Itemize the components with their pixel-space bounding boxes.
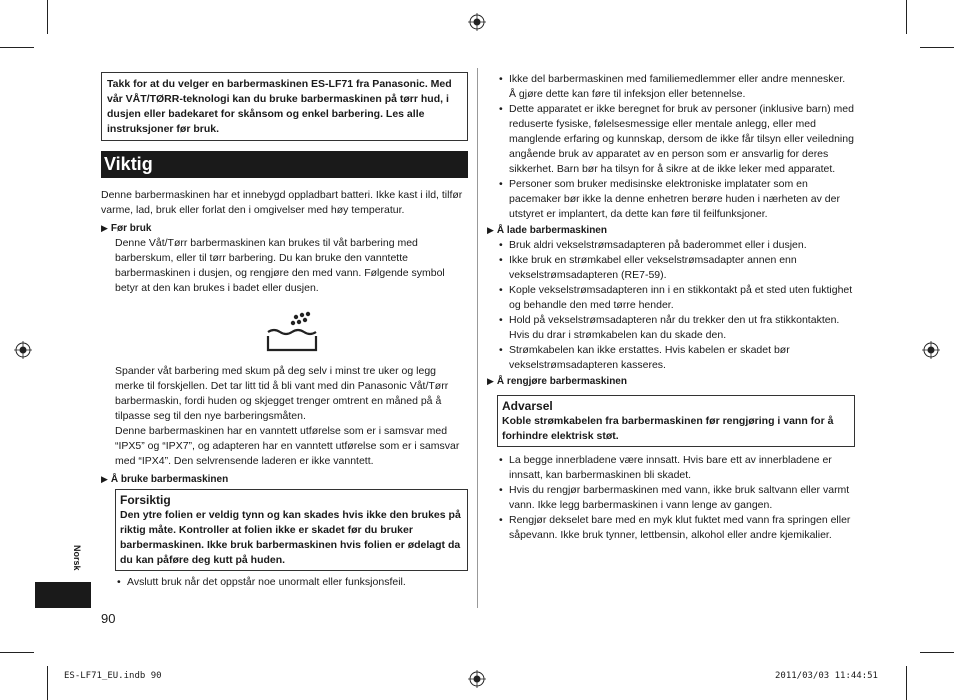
subheading-label: Å lade barbermaskinen: [496, 225, 607, 236]
list-item: • Ikke bruk en strømkabel eller vekselstrømsadapter annen enn vekselstrømsadapteren (RE7-59).: [497, 253, 855, 283]
crop-mark: [920, 652, 954, 653]
subheading-before-use: [101, 221, 468, 236]
list-item: • Hold på vekselstrømsadapteren når du trekker den ut fra stikkontakten. Hvis du drar i strømkabelen kan du skade den.: [497, 313, 855, 343]
crop-mark: [920, 47, 954, 48]
subheading-cleaning: [487, 374, 855, 389]
registration-mark-icon: [14, 341, 32, 359]
subheading-using: [101, 472, 468, 487]
list-item: • Rengjør dekselet bare med en myk klut fuktet med vann fra springen eller såpevann. Ikke bruk tynner, lettbensin, alkohol eller andre kjemikalier.: [497, 513, 855, 543]
crop-mark: [0, 47, 34, 48]
page-number: 90: [101, 611, 116, 626]
print-footer-file: ES-LF71_EU.indb 90: [64, 671, 162, 681]
registration-mark-icon: [468, 13, 486, 31]
crop-mark: [47, 666, 48, 700]
subheading-label: Å bruke barbermaskinen: [110, 474, 229, 485]
subheading-label: Å rengjøre barbermaskinen: [496, 376, 627, 387]
before-use-content: [101, 236, 468, 469]
caution-text: Den ytre folien er veldig tynn og kan skades hvis ikke den brukes på riktig måte. Kontroller at folien ikke er skadet før du bruker barbermaskinen. Ikke bruk barbermaskinen hvis folien er ødelagt da du kan påføre deg kutt på huden.: [120, 509, 461, 566]
language-tab: [35, 582, 91, 608]
crop-mark: [0, 652, 34, 653]
right-column: [487, 72, 855, 543]
warning-title: Advarsel: [502, 399, 553, 413]
using-list-left: [115, 575, 468, 590]
crop-mark: [906, 0, 907, 34]
arrow-right-icon: ▶: [487, 225, 494, 235]
list-item: • La begge innerbladene være innsatt. Hvis bare ett av innerbladene er innsatt, kan barbermaskinen bli skadet.: [497, 453, 855, 483]
warning-text: Koble strømkabelen fra barbermaskinen før rengjøring i vann for å forhindre elektrisk støt.: [502, 415, 834, 442]
cleaning-list: [497, 453, 855, 543]
caution-title: Forsiktig: [120, 493, 171, 507]
column-divider: [477, 68, 478, 608]
arrow-right-icon: ▶: [101, 223, 108, 233]
battery-note: Denne barbermaskinen har et innebygd oppladbart batteri. Ikke kast i ild, tilfør varme, lad, bruk eller forlat den i omgivelser med høy temperatur.: [101, 189, 463, 216]
list-item: • Hvis du rengjør barbermaskinen med vann, ikke bruk saltvann eller varmt vann. Ikke legg barbermaskinen i vann lenge av gangen.: [497, 483, 855, 513]
section-heading: Viktig: [101, 151, 468, 178]
shower-bath-icon: [264, 310, 320, 354]
list-item: • Ikke del barbermaskinen med familiemedlemmer eller andre mennesker. Å gjøre dette kan føre til infeksjon eller betennelse.: [497, 72, 855, 102]
list-item: • Bruk aldri vekselstrømsadapteren på baderommet eller i dusjen.: [497, 238, 855, 253]
list-item: • Avslutt bruk når det oppstår noe unormalt eller funksjonsfeil.: [115, 575, 468, 590]
waterproof-text: Denne barbermaskinen har en vanntett utførelse som er i samsvar med “IPX5” og “IPX7”, og adapteren har en vanntett utførelse som er i samsvar med “IPX4”. Den selvrensende laderen er ikke vanntett.: [115, 425, 460, 467]
list-item: • Strømkabelen kan ikke erstattes. Hvis kabelen er skadet bør vekselstrømsadapteren kasseres.: [497, 343, 855, 373]
list-item: • Dette apparatet er ikke beregnet for bruk av personer (inklusive barn) med reduserte fysiske, følelsesmessige eller mentale anlegg, eller med manglende erfaring og kunnskap, dersom de ikke får tilsyn eller veiledning angående bruk av apparatet av en person som er ansvarlig for deres sikkerhet. Barn bør ha tilsyn for å sikre at de ikke leker med apparatet.: [497, 102, 855, 177]
using-list-right: [497, 72, 855, 222]
language-label: Norsk: [72, 545, 82, 571]
list-item: • Personer som bruker medisinske elektroniske implatater som en pacemaker bør ikke la denne enhetren berøre huden i nærheten av der utstyret er implantert, da dette kan føre til feilfunksjoner.: [497, 177, 855, 222]
registration-mark-icon: [922, 341, 940, 359]
charging-list: [497, 238, 855, 373]
using-content: [101, 489, 468, 590]
before-use-text: Denne Våt/Tørr barbermaskinen kan brukes til våt barbering med barberskum, eller til tørr barbering. Du kan bruke den vanntette barbermaskinen i dusjen, og rengjøre den med vann. Følgende symbol betyr at den kan brukes i badet eller dusjen.: [115, 237, 445, 294]
print-footer-timestamp: 2011/03/03 11:44:51: [775, 671, 878, 681]
arrow-right-icon: ▶: [101, 474, 108, 484]
subheading-charging: [487, 223, 855, 238]
crop-mark: [906, 666, 907, 700]
list-item: • Kople vekselstrømsadapteren inn i en stikkontakt på et sted uten fuktighet og behandle den med tørre hender.: [497, 283, 855, 313]
subheading-label: Før bruk: [110, 223, 152, 234]
left-column: [101, 72, 468, 590]
arrow-right-icon: ▶: [487, 376, 494, 386]
crop-mark: [47, 0, 48, 34]
foam-text: Spander våt barbering med skum på deg selv i minst tre uker og legg merke til forskjellen. Det tar litt tid å bli vant med din Panasonic Våt/Tørr barbermaskin, fordi huden og skjegget trenger omtrent en måned på å tilpasse seg til den nye barberingsmåten.: [115, 365, 449, 422]
registration-mark-icon: [468, 670, 486, 688]
intro-box: Takk for at du velger en barbermaskinen ES-LF71 fra Panasonic. Med vår VÅT/TØRR-teknologi kan du bruke barbermaskinen på tørr hud, i dusjen eller badekaret for skånsom og enkel barbering. Les alle instruksjoner før bruk.: [101, 72, 468, 141]
caution-box: [115, 489, 468, 571]
warning-box: [497, 395, 855, 447]
